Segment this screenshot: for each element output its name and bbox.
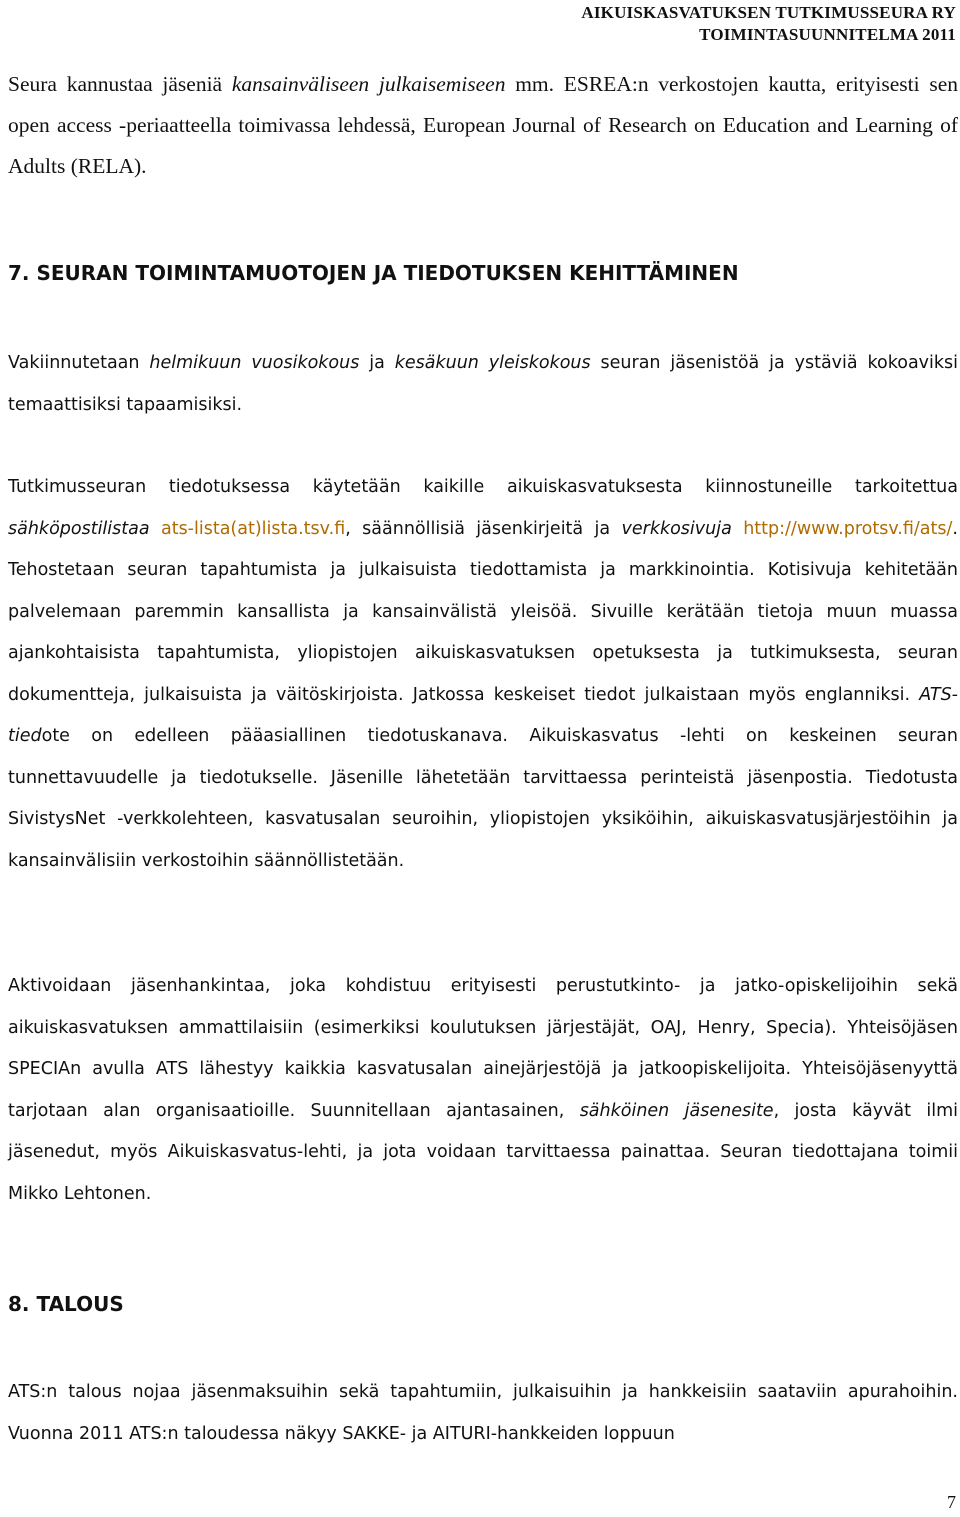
section-7-heading: 7. SEURAN TOIMINTAMUOTOJEN JA TIEDOTUKSEN KEHITTÄMINEN	[8, 261, 739, 285]
paragraph-membership: Aktivoidaan jäsenhankintaa, joka kohdistuu erityisesti perustutkinto- ja jatko-opiskelijoihin sekä aikuiskasvatuksen ammattilaisiin (esimerkiksi koulutuksen järjestäjät, OAJ, Henry, Specia). Yhteisöjäsen SPECIAn avulla ATS lähestyy kaikkia kasvatusalan ainejärjestöjä ja jatkoopiskelijoita. Yhteisöjäsenyyttä tarjotaan alan organisaatioille. Suunnitellaan ajantasainen, sähköinen jäsenesite, josta käyvät ilmi jäsenedut, myös Aikuiskasvatus-lehti, ja jota voidaan tarvittaessa painattaa. Seuran tiedottajana toimii Mikko Lehtonen.	[8, 976, 958, 1204]
header-document-title: TOIMINTASUUNNITELMA 2011	[699, 25, 956, 44]
website-link[interactable]: http://www.protsv.fi/ats/	[743, 518, 953, 539]
header-organization: AIKUISKASVATUKSEN TUTKIMUSSEURA RY	[581, 3, 956, 22]
page-header	[581, 2, 956, 46]
paragraph-finances: ATS:n talous nojaa jäsenmaksuihin sekä tapahtumiin, julkaisuihin ja hankkeisiin saataviin apurahoihin. Vuonna 2011 ATS:n taloudessa näkyy SAKKE- ja AITURI-hankkeiden loppuun	[8, 1382, 958, 1444]
mailing-list-link[interactable]: ats-lista(at)lista.tsv.fi	[160, 518, 346, 539]
page-number: 7	[947, 1492, 956, 1512]
paragraph-meetings: Vakiinnutetaan helmikuun vuosikokous ja kesäkuun yleiskokous seuran jäsenistöä ja ystäviä kokoaviksi temaattisiksi tapaamisiksi.	[8, 353, 958, 415]
section-8-heading: 8. TALOUS	[8, 1292, 124, 1316]
paragraph-international-publishing: Seura kannustaa jäseniä kansainväliseen julkaisemiseen mm. ESREA:n verkostojen kautta, erityisesti sen open access -periaatteella toimivassa lehdessä, European Journal of Research on Education and Learning of Adults (RELA).	[8, 72, 958, 178]
paragraph-communications: Tutkimusseuran tiedotuksessa käytetään kaikille aikuiskasvatuksesta kiinnostuneille tarkoitettua sähköpostilistaa ats-lista(at)lista.tsv.fi, säännöllisiä jäsenkirjeitä ja verkkosivuja http://www.protsv.fi/ats/. Tehostetaan seuran tapahtumista ja julkaisuista tiedottamista ja markkinointia. Kotisivuja kehitetään palvelemaan paremmin kansallista ja kansainvälistä yleisöä. Sivuille kerätään tietoja muun muassa ajankohtaisista tapahtumista, yliopistojen aikuiskasvatuksen opetuksesta ja tutkimuksesta, seuran dokumentteja, julkaisuista ja väitöskirjoista. Jatkossa keskeiset tiedot julkaistaan myös englanniksi. ATS-tiedote on edelleen pääasiallinen tiedotuskanava. Aikuiskasvatus -lehti on keskeinen seuran tunnettavuudelle ja tiedotukselle. Jäsenille lähetetään tarvittaessa perinteistä jäsenpostia. Tiedotusta SivistysNet -verkkolehteen, kasvatusalan seuroihin, yliopistojen yksiköihin, aikuiskasvatusjärjestöihin ja kansainvälisiin verkostoihin säännöllistetään.	[8, 477, 958, 871]
